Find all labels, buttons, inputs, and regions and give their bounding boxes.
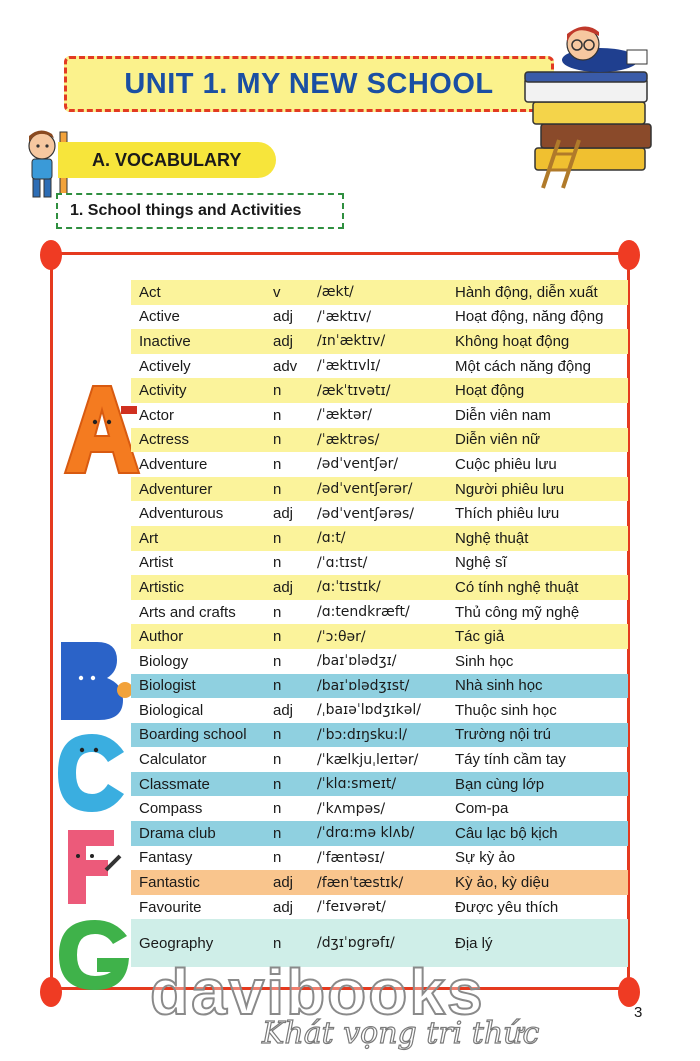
vocab-meaning: Tác giả (455, 628, 505, 646)
vocab-word: Fantastic (139, 874, 200, 892)
vocab-ipa: /ədˈventʃərəs/ (317, 505, 415, 522)
vocabulary-table (131, 280, 628, 967)
vocab-ipa: /ˈkælkjuˌleɪtər/ (317, 751, 419, 768)
vocab-ipa: /ɑ:ˈtɪstɪk/ (317, 579, 381, 596)
vocab-type: n (273, 849, 282, 867)
vocab-meaning: Bạn cùng lớp (455, 775, 545, 793)
frame-corner-dot (618, 977, 640, 1007)
vocab-row (131, 649, 628, 674)
vocab-meaning: Diễn viên nam (455, 406, 551, 424)
vocab-meaning: Nhà sinh học (455, 677, 543, 695)
vocab-row (131, 280, 628, 305)
vocab-meaning: Cuộc phiêu lưu (455, 455, 557, 473)
vocab-row (131, 821, 628, 846)
vocab-ipa: /fænˈtæstɪk/ (317, 874, 404, 891)
vocab-word: Biologist (139, 677, 196, 695)
vocab-type: n (273, 824, 282, 842)
vocab-meaning: Kỳ ảo, kỳ diệu (455, 874, 550, 892)
vocab-row (131, 305, 628, 330)
vocab-word: Classmate (139, 775, 210, 793)
vocab-meaning: Táy tính cầm tay (455, 751, 566, 769)
vocab-type: adj (273, 332, 294, 350)
vocab-ipa: /ˈdrɑ:mə klʌb/ (317, 825, 415, 842)
books-stack-illustration (515, 20, 665, 190)
vocab-word: Actress (139, 431, 190, 449)
vocab-ipa: /ɪnˈæktɪv/ (317, 333, 386, 350)
vocab-word: Adventurous (139, 505, 224, 523)
vocab-row (131, 747, 628, 772)
vocab-row (131, 698, 628, 723)
vocab-row (131, 452, 628, 477)
vocab-word: Compass (139, 800, 203, 818)
vocab-row (131, 551, 628, 576)
letter-g-illustration (55, 918, 135, 992)
vocab-row (131, 354, 628, 379)
vocab-ipa: /ˈɔ:θər/ (317, 628, 366, 645)
vocab-ipa: /ədˈventʃərər/ (317, 481, 413, 498)
vocab-word: Fantasy (139, 849, 193, 867)
watermark-brand: davibooks (150, 956, 485, 1028)
unit-title-banner (64, 56, 554, 112)
unit-title: UNIT 1. MY NEW SCHOOL (124, 67, 494, 100)
vocab-type: n (273, 934, 282, 952)
vocab-word: Arts and crafts (139, 603, 236, 621)
vocab-type: n (273, 726, 282, 744)
vocab-ipa: /ˈɑ:tɪst/ (317, 554, 368, 571)
vocab-row (131, 624, 628, 649)
vocab-type: n (273, 455, 282, 473)
letter-f-illustration (62, 826, 122, 906)
vocab-word: Active (139, 308, 180, 326)
frame-corner-dot (40, 240, 62, 270)
vocab-ipa: /ˈfæntəsɪ/ (317, 849, 385, 866)
vocab-word: Author (139, 628, 184, 646)
vocab-meaning: Địa lý (455, 934, 493, 952)
section-heading-vocabulary: A. VOCABULARY (58, 142, 276, 178)
vocab-type: n (273, 775, 282, 793)
vocab-word: Artistic (139, 578, 184, 596)
vocab-ipa: /ækt/ (317, 284, 354, 301)
vocab-row (131, 723, 628, 748)
vocab-meaning: Hành động, diễn xuất (455, 283, 598, 301)
vocab-meaning: Người phiêu lưu (455, 480, 565, 498)
vocab-type: n (273, 554, 282, 572)
vocab-type: n (273, 751, 282, 769)
vocab-ipa: /ɑ:tendkræft/ (317, 604, 410, 621)
vocab-word: Activity (139, 382, 187, 400)
vocab-type: adj (273, 898, 294, 916)
vocab-word: Biology (139, 652, 189, 670)
vocab-meaning: Hoạt động (455, 382, 525, 400)
vocab-meaning: Trường nội trú (455, 726, 552, 744)
vocab-row (131, 674, 628, 699)
vocab-meaning: Có tính nghệ thuật (455, 578, 579, 596)
vocab-word: Adventure (139, 455, 208, 473)
vocab-type: n (273, 800, 282, 818)
vocab-type: n (273, 406, 282, 424)
vocab-row (131, 846, 628, 871)
vocab-word: Inactive (139, 332, 191, 350)
vocab-type: adj (273, 701, 294, 719)
vocab-row (131, 600, 628, 625)
vocab-ipa: /dʒɪˈɒgrəfɪ/ (317, 935, 395, 952)
vocab-meaning: Diễn viên nữ (455, 431, 541, 449)
vocab-row (131, 378, 628, 403)
vocab-row (131, 526, 628, 551)
vocab-word: Boarding school (139, 726, 247, 744)
vocab-ipa: /ˈæktər/ (317, 407, 372, 424)
vocab-word: Adventurer (139, 480, 213, 498)
vocab-type: adj (273, 308, 294, 326)
vocab-type: n (273, 382, 282, 400)
vocab-word: Geography (139, 934, 214, 952)
vocab-ipa: /ˈæktɪvlɪ/ (317, 358, 381, 375)
vocab-word: Calculator (139, 751, 207, 769)
vocab-ipa: /ədˈventʃər/ (317, 456, 399, 473)
vocab-ipa: /ˈæktrəs/ (317, 431, 380, 448)
vocab-row (131, 772, 628, 797)
vocab-ipa: /ɑ:t/ (317, 530, 346, 547)
vocab-row (131, 796, 628, 821)
vocab-meaning: Thuộc sinh học (455, 701, 557, 719)
vocab-meaning: Nghệ sĩ (455, 554, 507, 572)
vocab-meaning: Nghệ thuật (455, 529, 529, 547)
vocab-word: Actor (139, 406, 175, 424)
vocab-ipa: /ˈkʌmpəs/ (317, 800, 386, 817)
vocab-type: n (273, 480, 282, 498)
vocab-row (131, 575, 628, 600)
vocab-ipa: /ˈæktɪv/ (317, 308, 372, 325)
vocab-meaning: Được yêu thích (455, 898, 559, 916)
vocab-meaning: Câu lạc bộ kịch (455, 824, 558, 842)
vocab-row (131, 428, 628, 453)
vocab-row (131, 870, 628, 895)
vocab-type: adj (273, 874, 294, 892)
vocab-row (131, 403, 628, 428)
vocab-word: Biological (139, 701, 204, 719)
vocab-word: Art (139, 529, 159, 547)
vocab-type: n (273, 677, 282, 695)
vocab-type: adj (273, 505, 294, 523)
letter-b-illustration (55, 638, 135, 724)
vocab-ipa: /ˈbɔ:dɪŋsku:l/ (317, 726, 407, 743)
vocab-row (131, 477, 628, 502)
vocab-meaning: Thích phiêu lưu (455, 505, 560, 523)
vocab-meaning: Sự kỳ ảo (455, 849, 516, 867)
vocab-meaning: Không hoạt động (455, 332, 570, 350)
vocab-ipa: /ækˈtɪvətɪ/ (317, 382, 391, 399)
vocab-ipa: /ˈfeɪvərət/ (317, 899, 386, 916)
vocab-type: n (273, 628, 282, 646)
vocab-type: v (273, 283, 281, 301)
vocab-type: n (273, 603, 282, 621)
vocab-ipa: /baɪˈɒlədʒɪ/ (317, 653, 397, 670)
vocab-type: adj (273, 578, 294, 596)
subsection-heading: 1. School things and Activities (56, 193, 344, 229)
vocab-word: Artist (139, 554, 174, 572)
vocab-meaning: Sinh học (455, 652, 514, 670)
vocab-type: n (273, 529, 282, 547)
vocab-row (131, 895, 628, 920)
vocab-word: Actively (139, 357, 191, 375)
vocab-ipa: /ˈklɑ:smeɪt/ (317, 776, 397, 793)
vocab-meaning: Hoạt động, năng động (455, 308, 604, 326)
vocab-type: adv (273, 357, 298, 375)
vocab-word: Drama club (139, 824, 216, 842)
vocab-meaning: Một cách năng động (455, 357, 591, 375)
frame-corner-dot (618, 240, 640, 270)
watermark-slogan: Khát vọng tri thức (262, 1016, 540, 1051)
vocab-row (131, 329, 628, 354)
vocab-type: n (273, 652, 282, 670)
vocab-meaning: Thủ công mỹ nghệ (455, 603, 580, 621)
vocab-ipa: /baɪˈɒlədʒɪst/ (317, 677, 410, 694)
vocab-word: Favourite (139, 898, 202, 916)
vocab-word: Act (139, 283, 161, 301)
vocab-ipa: /ˌbaɪəˈlɒdʒɪkəl/ (317, 702, 421, 719)
vocab-type: n (273, 431, 282, 449)
page-number: 3 (634, 1004, 643, 1021)
letter-c-illustration (52, 730, 132, 816)
vocab-row (131, 501, 628, 526)
vocab-meaning: Com-pa (455, 800, 509, 818)
